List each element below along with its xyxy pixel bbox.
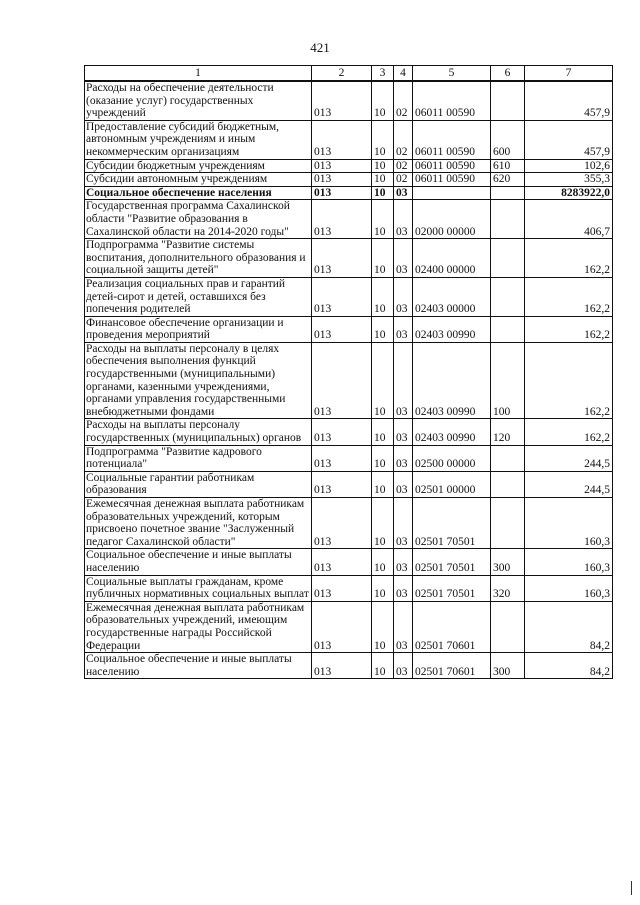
row-section-cell: 10 <box>372 653 394 679</box>
column-header-7: 7 <box>525 66 613 82</box>
row-target-article-cell: 02501 70501 <box>413 575 491 601</box>
row-name-cell: Субсидии бюджетным учреждениям <box>85 159 312 173</box>
row-section-cell: 10 <box>372 316 394 342</box>
row-subsection-cell: 03 <box>394 471 413 497</box>
row-admin-code-cell: 013 <box>312 342 372 419</box>
row-name-cell: Подпрограмма "Развитие системы воспитания, дополнительного образования и социальной защиты детей" <box>85 239 312 278</box>
column-header-1: 1 <box>85 66 312 82</box>
row-name-cell: Предоставление субсидий бюджетным, автономным учреждениям и иным некоммерческим организациям <box>85 120 312 159</box>
row-name-cell: Государственная программа Сахалинской области "Развитие образования в Сахалинской области на 2014-2020 годы" <box>85 200 312 239</box>
row-target-article-cell: 02500 00000 <box>413 445 491 471</box>
row-target-article-cell: 06011 00590 <box>413 81 491 120</box>
row-name-cell: Социальные выплаты гражданам, кроме публичных нормативных социальных выплат <box>85 575 312 601</box>
column-header-3: 3 <box>372 66 394 82</box>
row-subsection-cell: 02 <box>394 159 413 173</box>
row-admin-code-cell: 013 <box>312 277 372 316</box>
row-admin-code-cell: 013 <box>312 200 372 239</box>
row-sum-cell: 160,3 <box>525 575 613 601</box>
row-expense-type-cell: 610 <box>491 159 525 173</box>
row-subsection-cell: 03 <box>394 277 413 316</box>
row-section-cell: 10 <box>372 342 394 419</box>
row-sum-cell: 162,2 <box>525 239 613 278</box>
row-target-article-cell: 02501 70501 <box>413 549 491 575</box>
row-sum-cell: 160,3 <box>525 498 613 549</box>
row-target-article-cell: 06011 00590 <box>413 173 491 187</box>
row-admin-code-cell: 013 <box>312 575 372 601</box>
row-admin-code-cell: 013 <box>312 186 372 200</box>
row-expense-type-cell <box>491 601 525 652</box>
table-row <box>85 471 613 497</box>
row-target-article-cell: 02501 70501 <box>413 498 491 549</box>
row-admin-code-cell: 013 <box>312 419 372 445</box>
row-target-article-cell: 02403 00990 <box>413 316 491 342</box>
row-admin-code-cell: 013 <box>312 173 372 187</box>
row-sum-cell: 84,2 <box>525 601 613 652</box>
row-name-cell: Подпрограмма "Развитие кадрового потенциала" <box>85 445 312 471</box>
row-section-cell: 10 <box>372 601 394 652</box>
row-expense-type-cell <box>491 445 525 471</box>
row-target-article-cell: 02000 00000 <box>413 200 491 239</box>
row-sum-cell: 244,5 <box>525 445 613 471</box>
row-expense-type-cell: 100 <box>491 342 525 419</box>
table-row <box>85 120 613 159</box>
row-subsection-cell: 03 <box>394 239 413 278</box>
table-row <box>85 498 613 549</box>
row-name-cell: Социальные гарантии работникам образования <box>85 471 312 497</box>
row-section-cell: 10 <box>372 445 394 471</box>
row-name-cell: Социальное обеспечение и иные выплаты населению <box>85 549 312 575</box>
table-row <box>85 316 613 342</box>
row-sum-cell: 162,2 <box>525 419 613 445</box>
page-number: 421 <box>310 40 330 55</box>
row-section-cell: 10 <box>372 575 394 601</box>
row-sum-cell: 162,2 <box>525 277 613 316</box>
row-section-cell: 10 <box>372 200 394 239</box>
budget-table <box>84 65 613 679</box>
row-subsection-cell: 03 <box>394 186 413 200</box>
table-row <box>85 575 613 601</box>
row-admin-code-cell: 013 <box>312 120 372 159</box>
table-header-row <box>85 66 613 82</box>
row-sum-cell: 457,9 <box>525 120 613 159</box>
table-row <box>85 445 613 471</box>
row-subsection-cell: 03 <box>394 200 413 239</box>
row-expense-type-cell: 120 <box>491 419 525 445</box>
row-target-article-cell <box>413 186 491 200</box>
row-admin-code-cell: 013 <box>312 159 372 173</box>
row-admin-code-cell: 013 <box>312 316 372 342</box>
row-admin-code-cell: 013 <box>312 445 372 471</box>
row-expense-type-cell <box>491 186 525 200</box>
table-row <box>85 159 613 173</box>
row-expense-type-cell: 620 <box>491 173 525 187</box>
row-section-cell: 10 <box>372 277 394 316</box>
row-name-cell: Расходы на выплаты персоналу в целях обеспечения выполнения функций государственными (муниципальными) органами, казенными учреждениями, органами управления государственными внебюджетными фондами <box>85 342 312 419</box>
row-section-cell: 10 <box>372 81 394 120</box>
row-section-cell: 10 <box>372 173 394 187</box>
row-subsection-cell: 03 <box>394 445 413 471</box>
table-row <box>85 173 613 187</box>
row-admin-code-cell: 013 <box>312 653 372 679</box>
row-target-article-cell: 06011 00590 <box>413 120 491 159</box>
row-subsection-cell: 02 <box>394 173 413 187</box>
row-target-article-cell: 02403 00990 <box>413 419 491 445</box>
row-subsection-cell: 03 <box>394 419 413 445</box>
row-sum-cell: 160,3 <box>525 549 613 575</box>
row-section-cell: 10 <box>372 239 394 278</box>
row-name-cell: Субсидии автономным учреждениям <box>85 173 312 187</box>
row-section-cell: 10 <box>372 159 394 173</box>
row-sum-cell: 457,9 <box>525 81 613 120</box>
table-row <box>85 419 613 445</box>
row-sum-cell: 162,2 <box>525 342 613 419</box>
row-admin-code-cell: 013 <box>312 471 372 497</box>
row-expense-type-cell <box>491 200 525 239</box>
row-expense-type-cell <box>491 498 525 549</box>
row-admin-code-cell: 013 <box>312 601 372 652</box>
row-subsection-cell: 03 <box>394 342 413 419</box>
edge-mark <box>631 881 632 895</box>
row-expense-type-cell <box>491 239 525 278</box>
row-target-article-cell: 02400 00000 <box>413 239 491 278</box>
row-target-article-cell: 02501 70601 <box>413 601 491 652</box>
row-sum-cell: 84,2 <box>525 653 613 679</box>
table-row <box>85 81 613 120</box>
row-expense-type-cell <box>491 316 525 342</box>
row-expense-type-cell: 300 <box>491 653 525 679</box>
row-name-cell: Расходы на обеспечение деятельности (оказание услуг) государственных учреждений <box>85 81 312 120</box>
row-expense-type-cell: 300 <box>491 549 525 575</box>
table-row <box>85 239 613 278</box>
row-section-cell: 10 <box>372 471 394 497</box>
row-expense-type-cell <box>491 471 525 497</box>
table-row <box>85 186 613 200</box>
row-target-article-cell: 02501 00000 <box>413 471 491 497</box>
row-sum-cell: 355,3 <box>525 173 613 187</box>
row-subsection-cell: 02 <box>394 81 413 120</box>
row-target-article-cell: 02403 00990 <box>413 342 491 419</box>
row-name-cell: Финансовое обеспечение организации и проведения мероприятий <box>85 316 312 342</box>
row-expense-type-cell: 320 <box>491 575 525 601</box>
table-row <box>85 342 613 419</box>
row-subsection-cell: 03 <box>394 653 413 679</box>
row-section-cell: 10 <box>372 549 394 575</box>
column-header-2: 2 <box>312 66 372 82</box>
row-subsection-cell: 03 <box>394 575 413 601</box>
row-section-cell: 10 <box>372 498 394 549</box>
column-header-5: 5 <box>413 66 491 82</box>
row-subsection-cell: 03 <box>394 498 413 549</box>
row-sum-cell: 8283922,0 <box>525 186 613 200</box>
table-row <box>85 200 613 239</box>
row-target-article-cell: 02403 00000 <box>413 277 491 316</box>
row-subsection-cell: 03 <box>394 601 413 652</box>
table-row <box>85 653 613 679</box>
row-admin-code-cell: 013 <box>312 239 372 278</box>
column-header-4: 4 <box>394 66 413 82</box>
table-row <box>85 601 613 652</box>
column-header-6: 6 <box>491 66 525 82</box>
row-name-cell: Социальное обеспечение населения <box>85 186 312 200</box>
row-name-cell: Реализация социальных прав и гарантий детей-сирот и детей, оставшихся без попечения родителей <box>85 277 312 316</box>
row-admin-code-cell: 013 <box>312 549 372 575</box>
row-section-cell: 10 <box>372 419 394 445</box>
row-sum-cell: 406,7 <box>525 200 613 239</box>
row-section-cell: 10 <box>372 120 394 159</box>
row-target-article-cell: 06011 00590 <box>413 159 491 173</box>
row-subsection-cell: 03 <box>394 316 413 342</box>
table-row <box>85 277 613 316</box>
row-expense-type-cell: 600 <box>491 120 525 159</box>
row-target-article-cell: 02501 70601 <box>413 653 491 679</box>
row-admin-code-cell: 013 <box>312 498 372 549</box>
row-name-cell: Ежемесячная денежная выплата работникам образовательных учреждений, которым присвоено почетное звание "Заслуженный педагог Сахалинской области" <box>85 498 312 549</box>
row-expense-type-cell <box>491 277 525 316</box>
row-name-cell: Социальное обеспечение и иные выплаты населению <box>85 653 312 679</box>
row-section-cell: 10 <box>372 186 394 200</box>
row-name-cell: Расходы на выплаты персоналу государственных (муниципальных) органов <box>85 419 312 445</box>
row-expense-type-cell <box>491 81 525 120</box>
row-name-cell: Ежемесячная денежная выплата работникам образовательных учреждений, имеющим государственные награды Российской Федерации <box>85 601 312 652</box>
table-row <box>85 549 613 575</box>
row-sum-cell: 162,2 <box>525 316 613 342</box>
row-subsection-cell: 03 <box>394 549 413 575</box>
row-admin-code-cell: 013 <box>312 81 372 120</box>
row-sum-cell: 102,6 <box>525 159 613 173</box>
row-subsection-cell: 02 <box>394 120 413 159</box>
row-sum-cell: 244,5 <box>525 471 613 497</box>
